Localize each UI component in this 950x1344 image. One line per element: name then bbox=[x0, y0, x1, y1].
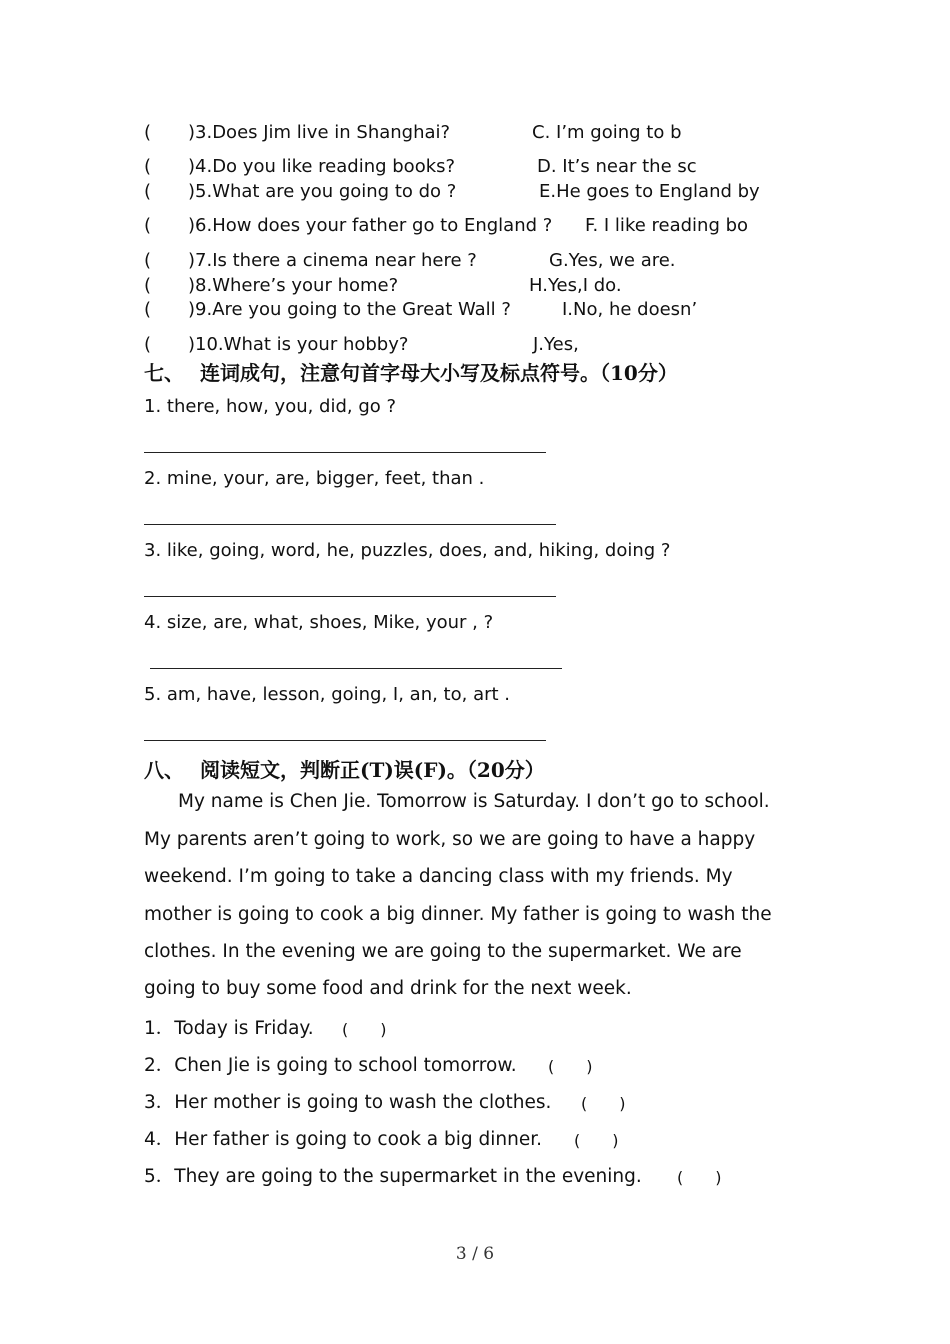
section7-title: 连词成句，注意句首字母大小写及标点符号。（10分） bbox=[200, 361, 678, 385]
match-answer-h: H.Yes,I do. bbox=[529, 275, 622, 296]
match-answer-e: E.He goes to England by bbox=[539, 181, 760, 202]
passage-line-5: clothes. In the evening we are going to the supermarket. We are bbox=[144, 941, 742, 962]
reorder-item-5: 5. am, have, lesson, going, I, an, to, art . bbox=[144, 684, 511, 705]
match-answer-f: F. I like reading bo bbox=[585, 215, 749, 236]
match-answer-i: I.No, he doesn’ bbox=[562, 299, 698, 320]
tf-blank-2[interactable]: ( ) bbox=[548, 1057, 593, 1076]
statement-2: 2．Chen Jie is going to school tomorrow. bbox=[144, 1055, 517, 1076]
reorder-item-1: 1. there, how, you, did, go ? bbox=[144, 396, 397, 417]
passage-line-4: mother is going to cook a big dinner. My father is going to wash the bbox=[144, 904, 772, 925]
match-paren-5: ( bbox=[144, 181, 152, 202]
answer-line-2[interactable] bbox=[144, 524, 556, 525]
passage-line-2: My parents aren’t going to work, so we are going to have a happy bbox=[144, 829, 756, 850]
match-question-4: )4.Do you like reading books? bbox=[188, 156, 456, 177]
statement-1: 1．Today is Friday. bbox=[144, 1018, 314, 1039]
passage-line-6: going to buy some food and drink for the next week. bbox=[144, 978, 632, 999]
match-answer-c: C. I’m going to b bbox=[532, 122, 682, 143]
match-question-9: )9.Are you going to the Great Wall ? bbox=[188, 299, 511, 320]
answer-line-3[interactable] bbox=[144, 596, 556, 597]
tf-blank-5[interactable]: ( ) bbox=[677, 1168, 722, 1187]
reorder-item-2: 2. mine, your, are, bigger, feet, than . bbox=[144, 468, 485, 489]
passage-line-3: weekend. I’m going to take a dancing class with my friends. My bbox=[144, 866, 733, 887]
statement-5: 5．They are going to the supermarket in the evening. bbox=[144, 1166, 642, 1187]
statement-4: 4．Her father is going to cook a big dinner. bbox=[144, 1129, 543, 1150]
match-paren-10: ( bbox=[144, 334, 152, 355]
match-question-7: )7.Is there a cinema near here ? bbox=[188, 250, 477, 271]
match-answer-g: G.Yes, we are. bbox=[549, 250, 676, 271]
match-answer-j: J.Yes, bbox=[533, 334, 579, 355]
answer-line-5[interactable] bbox=[144, 740, 546, 741]
section8-number: 八、 bbox=[144, 758, 184, 782]
reorder-item-4: 4. size, are, what, shoes, Mike, your , ? bbox=[144, 612, 494, 633]
statement-3: 3．Her mother is going to wash the clothes. bbox=[144, 1092, 552, 1113]
match-paren-9: ( bbox=[144, 299, 152, 320]
page-number: 3 / 6 bbox=[455, 1244, 495, 1264]
tf-blank-4[interactable]: ( ) bbox=[574, 1131, 619, 1150]
match-answer-d: D. It’s near the sc bbox=[537, 156, 697, 177]
section8-title: 阅读短文，判断正(T)误(F)。（20分） bbox=[200, 758, 545, 782]
match-question-10: )10.What is your hobby? bbox=[188, 334, 409, 355]
match-paren-7: ( bbox=[144, 250, 152, 271]
match-paren-4: ( bbox=[144, 156, 152, 177]
section7-number: 七、 bbox=[144, 361, 184, 385]
match-question-6: )6.How does your father go to England ? bbox=[188, 215, 553, 236]
passage-line-1: My name is Chen Jie. Tomorrow is Saturday. I don’t go to school. bbox=[178, 791, 770, 812]
match-question-5: )5.What are you going to do ? bbox=[188, 181, 457, 202]
match-paren-3: ( bbox=[144, 122, 152, 143]
tf-blank-1[interactable]: ( ) bbox=[342, 1020, 387, 1039]
tf-blank-3[interactable]: ( ) bbox=[581, 1094, 626, 1113]
match-paren-8: ( bbox=[144, 275, 152, 296]
reorder-item-3: 3. like, going, word, he, puzzles, does, and, hiking, doing ? bbox=[144, 540, 671, 561]
match-question-8: )8.Where’s your home? bbox=[188, 275, 399, 296]
match-question-3: )3.Does Jim live in Shanghai? bbox=[188, 122, 451, 143]
match-paren-6: ( bbox=[144, 215, 152, 236]
answer-line-4[interactable] bbox=[150, 668, 562, 669]
answer-line-1[interactable] bbox=[144, 452, 546, 453]
